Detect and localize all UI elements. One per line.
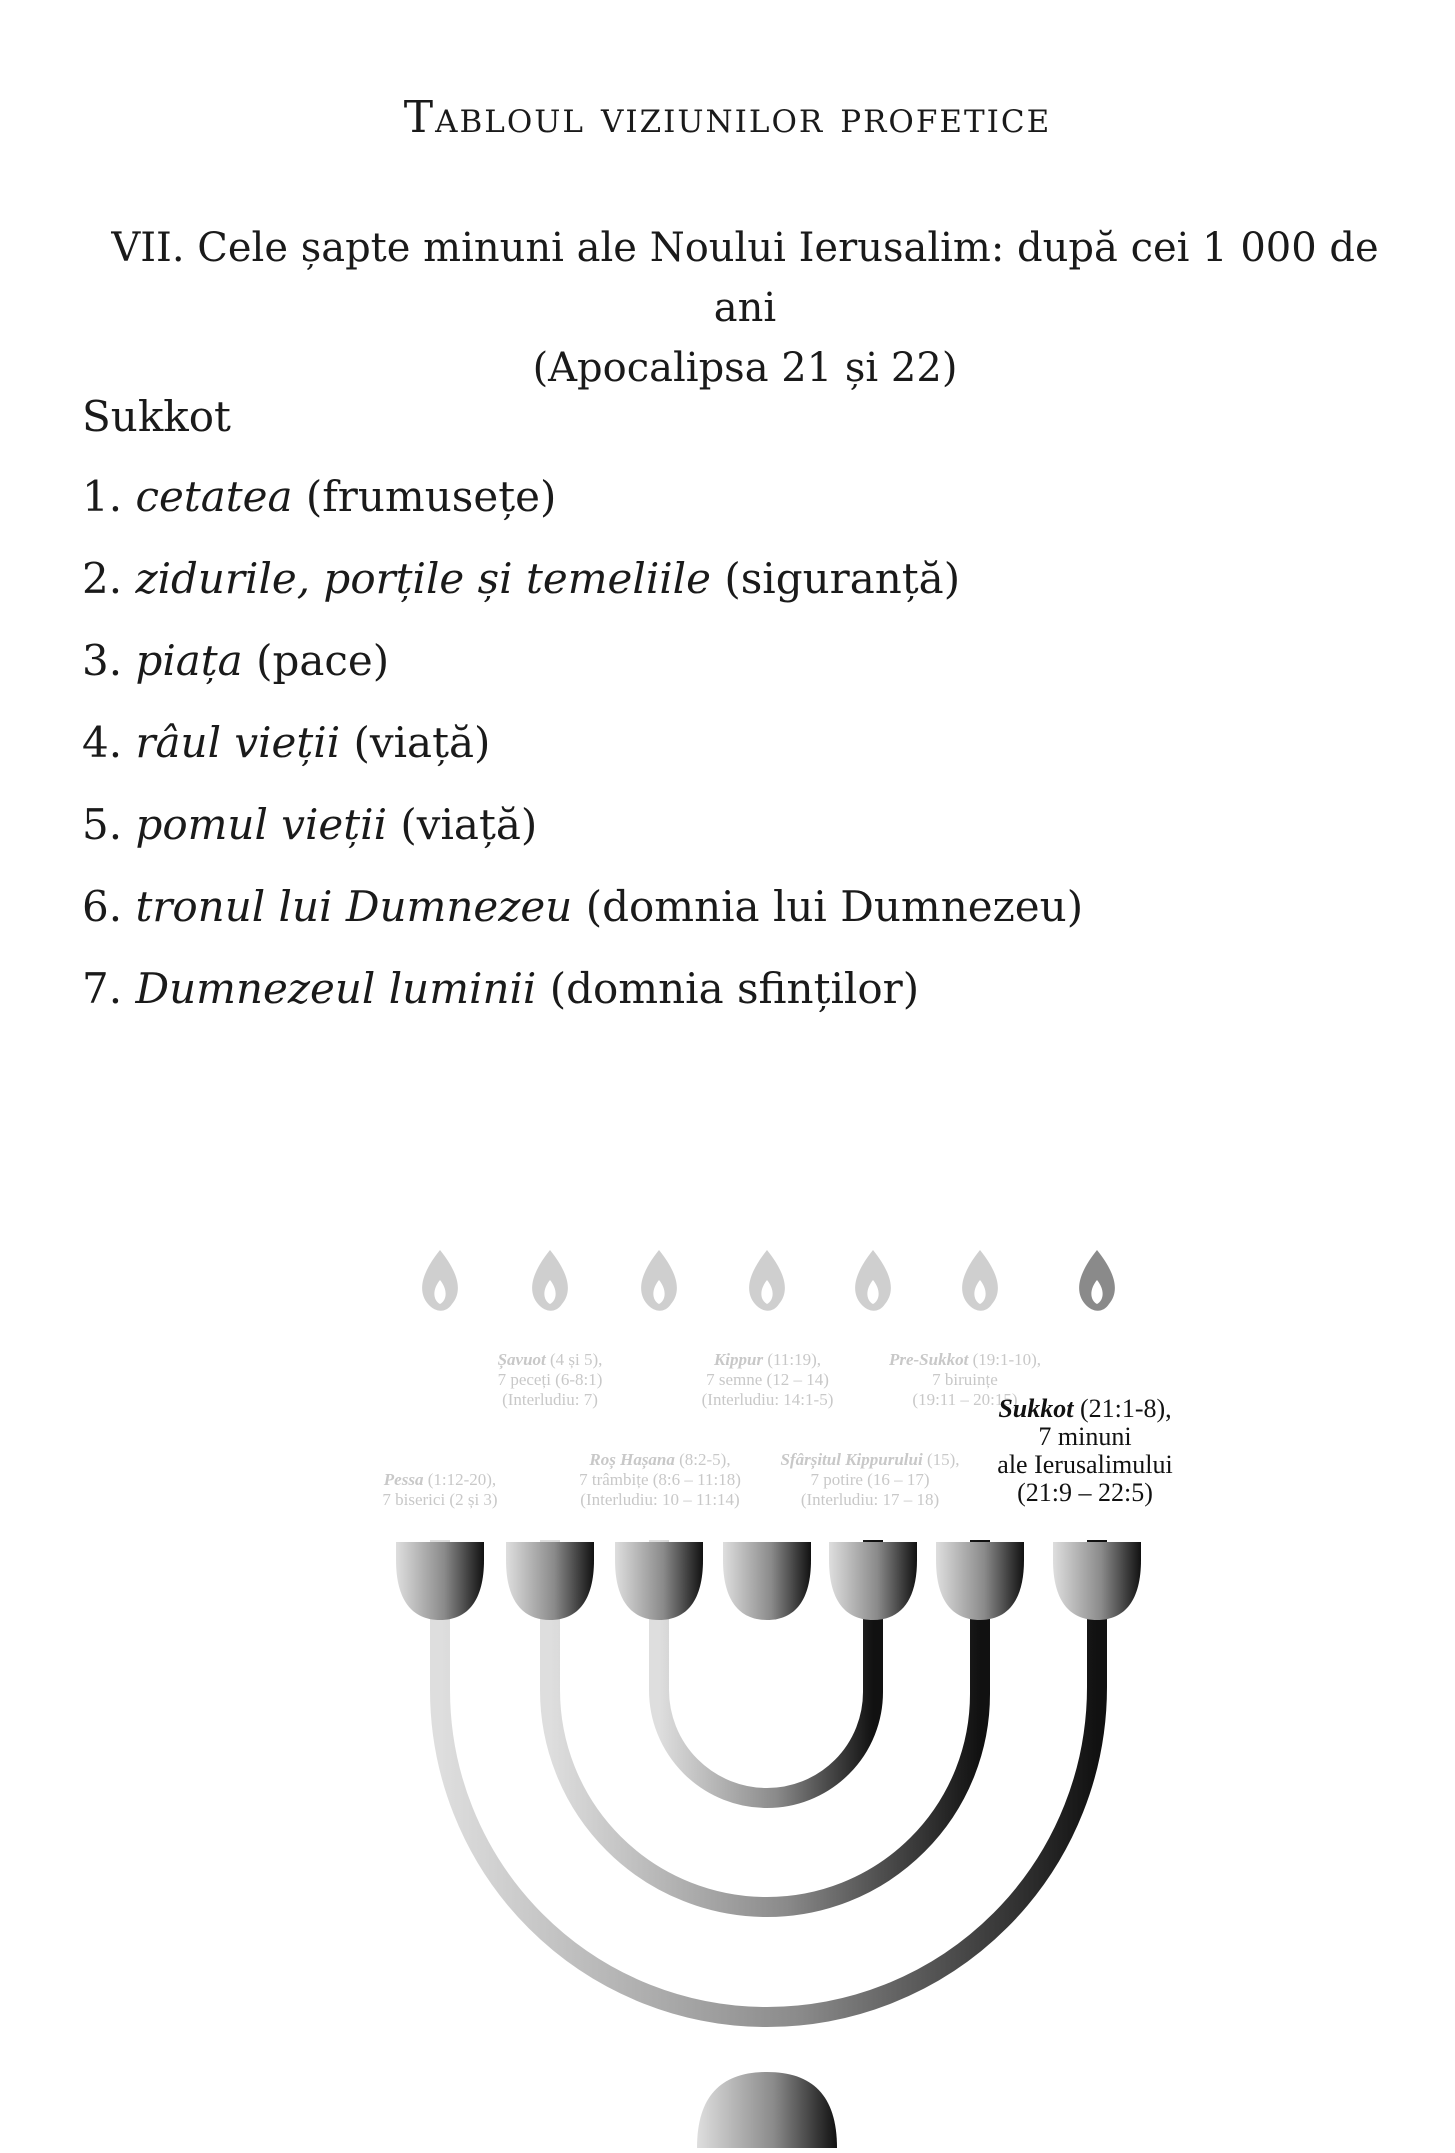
flame-icon [1079,1250,1115,1311]
wonders-list [82,472,1083,1046]
menorah [440,1540,1097,2080]
menorah-illustration [0,1200,1455,2149]
list-item: 2. zidurile, porțile și temeliile (siguranță) [82,554,961,603]
flame-icon [749,1250,785,1311]
list-item: 7. Dumnezeul luminii (domnia sfinților) [82,964,920,1013]
menorah-figure [0,1200,1455,2149]
label-ros-hasana: Roș Hașana (8:2-5), 7 trâmbițe (8:6 – 11:18) (Interludiu: 10 – 11:14) [579,1450,741,1509]
flame-icon [641,1250,677,1311]
flame-icon [962,1250,998,1311]
label-kippur: Kippur (11:19), 7 semne (12 – 14) (Interludiu: 14:1-5) [701,1350,834,1409]
flame-icon [855,1250,891,1311]
label-pessa: Pessa (1:12-20), 7 biserici (2 și 3) [382,1470,498,1509]
label-sfarsitul-kippurului: Sfârșitul Kippurului (15), 7 potire (16 – 17) (Interludiu: 17 – 18) [780,1450,960,1509]
page-title: Tabloul viziunilor profetice [403,92,1052,143]
flame-icon [532,1250,568,1311]
subtitle-line-2: (Apocalipsa 21 și 22) [532,345,958,391]
flames [422,1250,1115,1311]
label-savuot: Șavuot (4 și 5), 7 peceți (6-8:1) (Interludiu: 7) [497,1350,603,1409]
list-item: 4. râul vieții (viață) [82,718,491,767]
list-item: 3. piața (pace) [82,636,390,685]
list-item: 5. pomul vieții (viață) [82,800,538,849]
list-item: 1. cetatea (frumusețe) [82,472,557,521]
flame-icon [422,1250,458,1311]
subtitle-line-1: VII. Cele șapte minuni ale Noului Ierusalim: după cei 1 000 de ani [111,225,1379,331]
chapter-subtitle [100,218,1390,398]
label-pre-sukkot: Pre-Sukkot (19:1-10), 7 biruințe (19:11 – 20:15) [888,1350,1042,1409]
label-sukkot: Sukkot (21:1-8), 7 minuni ale Ierusalimului (21:9 – 22:5) [997,1394,1173,1507]
list-item: 6. tronul lui Dumnezeu (domnia lui Dumnezeu) [82,882,1084,931]
section-label: Sukkot [82,392,231,441]
